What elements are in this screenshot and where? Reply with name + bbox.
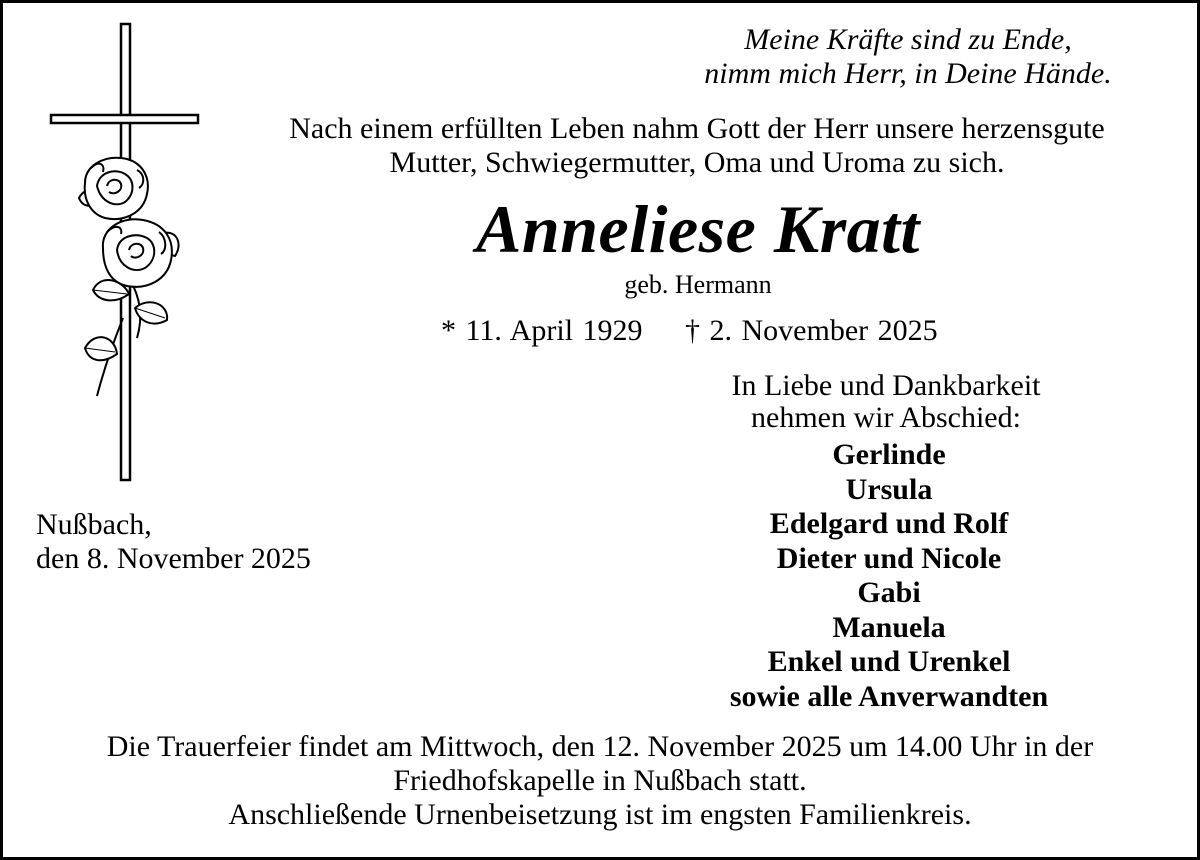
farewell-line: In Liebe und Dankbarkeit bbox=[731, 369, 1041, 402]
farewell-line: nehmen wir Abschied: bbox=[751, 401, 1021, 434]
place-line: den 8. November 2025 bbox=[36, 542, 311, 575]
mourner-name: Ursula bbox=[845, 472, 933, 506]
intro-line: Nach einem erfüllten Leben nahm Gott der Herr unsere herzensgute bbox=[289, 112, 1105, 145]
service-info bbox=[107, 730, 1093, 832]
motto-line: Meine Kräfte sind zu Ende, bbox=[744, 23, 1072, 56]
mourners-list bbox=[730, 438, 1048, 714]
mourner-name: sowie alle Anverwandten bbox=[729, 679, 1049, 713]
place-date bbox=[36, 508, 311, 576]
mourner-name: Gerlinde bbox=[832, 438, 946, 471]
service-line: Friedhofskapelle in Nußbach statt. bbox=[393, 764, 807, 797]
birth-date: * 11. April 1929 bbox=[441, 314, 643, 347]
deceased-name: Anneliese Kratt bbox=[476, 191, 920, 267]
maiden-name: geb. Hermann bbox=[624, 270, 772, 299]
mourner-name: Manuela bbox=[832, 610, 946, 644]
death-date: † 2. November 2025 bbox=[685, 314, 938, 347]
mourner-name: Dieter und Nicole bbox=[776, 541, 1002, 575]
mourner-name: Gabi bbox=[857, 576, 921, 609]
intro-line: Mutter, Schwiegermutter, Oma und Uroma zu sich. bbox=[389, 146, 1005, 179]
mourner-name: Enkel und Urenkel bbox=[767, 645, 1011, 678]
farewell-text bbox=[731, 370, 1040, 434]
service-line: Anschließende Urnenbeisetzung ist im engsten Familienkreis. bbox=[228, 798, 972, 831]
motto-line: nimm mich Herr, in Deine Hände. bbox=[704, 57, 1112, 90]
service-line: Die Trauerfeier findet am Mittwoch, den 12. November 2025 um 14.00 Uhr in der bbox=[106, 730, 1094, 763]
cross-with-roses-icon bbox=[45, 18, 205, 488]
intro-text bbox=[289, 112, 1104, 180]
motto bbox=[704, 23, 1111, 91]
place-line: Nußbach, bbox=[36, 508, 152, 541]
mourner-name: Edelgard und Rolf bbox=[769, 507, 1009, 540]
